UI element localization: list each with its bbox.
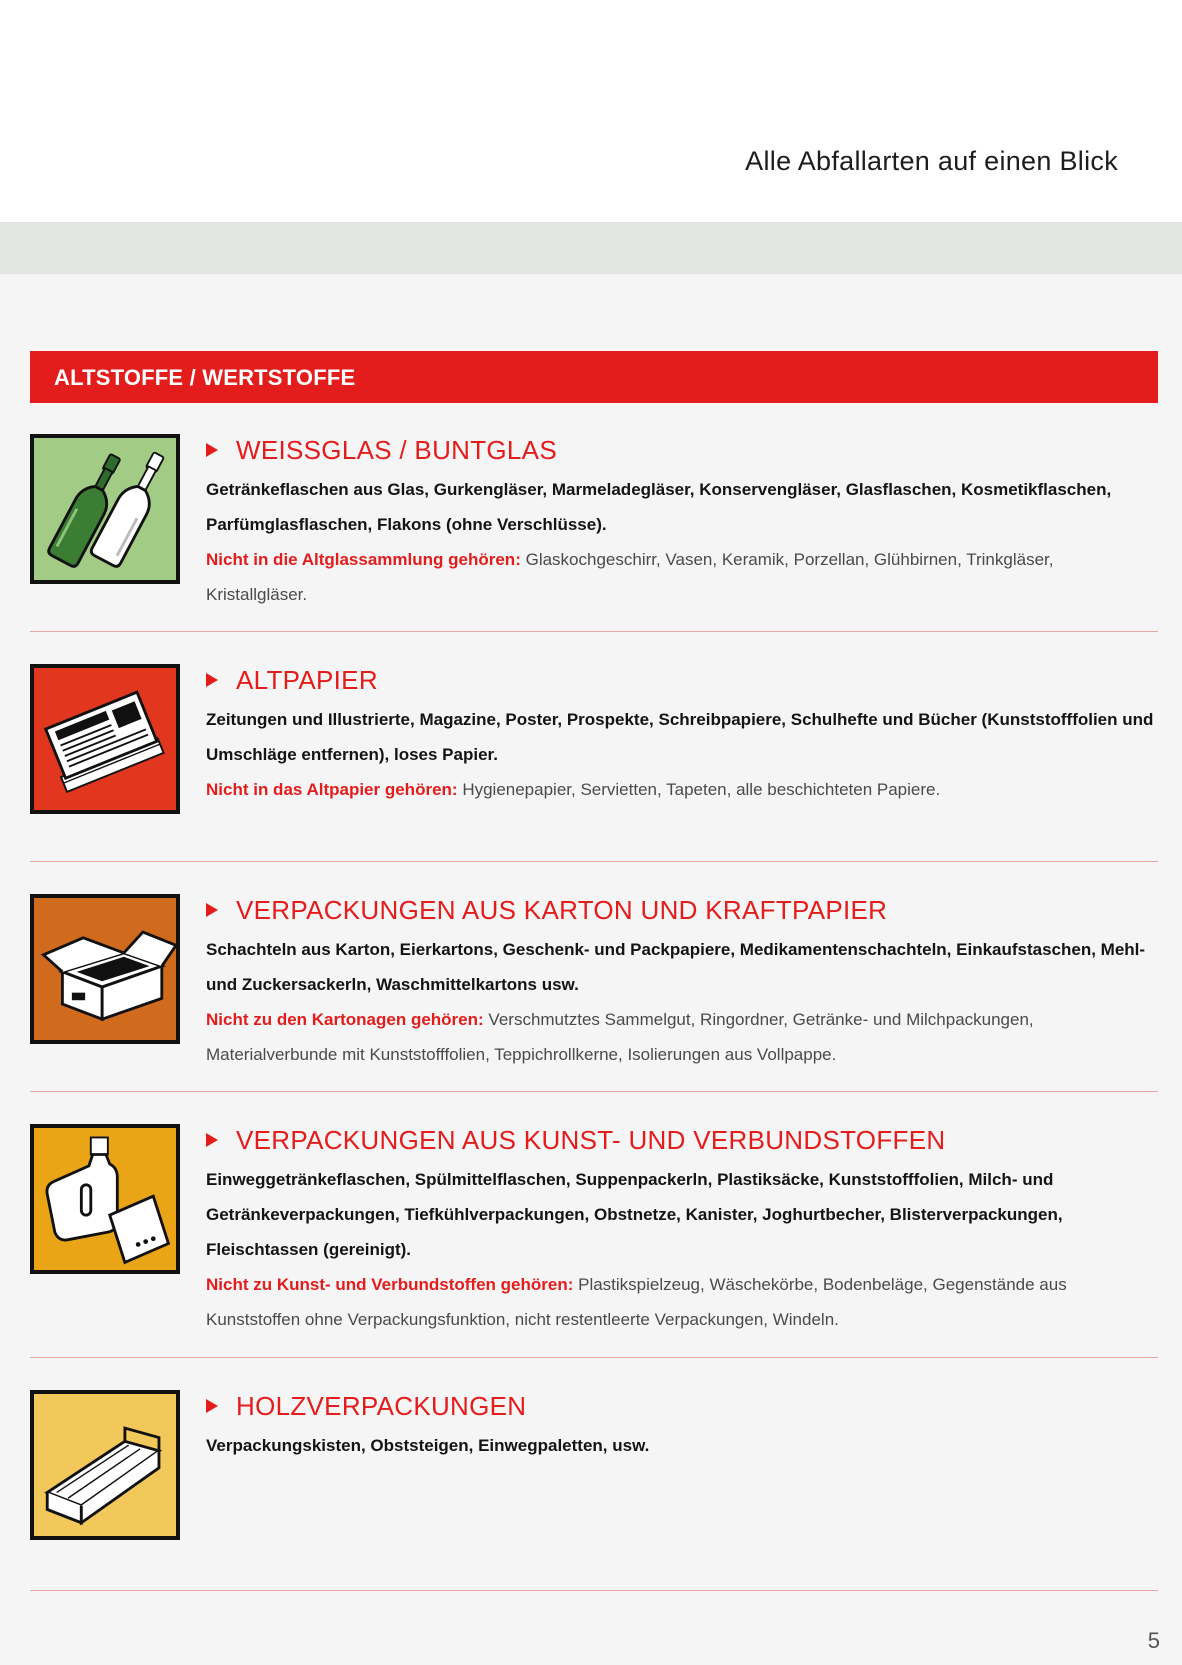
arrow-right-icon — [206, 443, 218, 457]
section-body — [206, 1428, 1156, 1463]
not-allowed-text: Glaskochgeschirr, Vasen, Keramik, Porzellan, Glühbirnen, Trinkgläser, Kristallgläser. — [206, 550, 1054, 604]
section-heading — [206, 1124, 1156, 1158]
section-body — [206, 702, 1156, 807]
glass-bottles-icon — [30, 434, 180, 584]
section-title: VERPACKUNGEN AUS KARTON UND KRAFTPAPIER — [236, 895, 888, 925]
section-content — [206, 1390, 1156, 1463]
not-allowed-text: Plastikspielzeug, Wäschekörbe, Bodenbeläge, Gegenstände aus Kunststoffen ohne Verpackungsfunktion, nicht restentleerte Verpackungen, Windeln. — [206, 1275, 1067, 1329]
section-title: VERPACKUNGEN AUS KUNST- UND VERBUNDSTOFFEN — [236, 1125, 946, 1155]
category-title: ALTSTOFFE / WERTSTOFFE — [54, 365, 356, 390]
section-heading — [206, 1390, 1156, 1424]
arrow-right-icon — [206, 1399, 218, 1413]
section-title: WEISSGLAS / BUNTGLAS — [236, 435, 557, 465]
category-bar — [30, 351, 1158, 403]
page-number: 5 — [1147, 1628, 1160, 1653]
not-allowed-label: Nicht zu Kunst- und Verbundstoffen gehören: — [206, 1275, 574, 1294]
not-allowed-label: Nicht in das Altpapier gehören: — [206, 780, 458, 799]
section-description: Zeitungen und Illustrierte, Magazine, Poster, Prospekte, Schreibpapiere, Schulhefte und Bücher (Kunststofffolien und Umschläge entfernen), loses Papier. — [206, 710, 1154, 764]
not-allowed-label: Nicht in die Altglassammlung gehören: — [206, 550, 521, 569]
section-body — [206, 472, 1156, 612]
section-description: Verpackungskisten, Obststeigen, Einwegpaletten, usw. — [206, 1436, 650, 1455]
section-description: Einweggetränkeflaschen, Spülmittelflaschen, Suppenpackerln, Plastiksäcke, Kunststofffolien, Milch- und Getränkeverpackungen, Tiefkühlverpackungen, Obstnetze, Kanister, Joghurtbecher, Blisterverpackungen, Fleischtassen (gereinigt). — [206, 1170, 1063, 1259]
section-divider — [30, 1091, 1158, 1092]
cardboard-box-icon — [30, 894, 180, 1044]
section-divider — [30, 1590, 1158, 1591]
page-header-area — [0, 0, 1182, 222]
section-title: ALTPAPIER — [236, 665, 378, 695]
section-content — [206, 664, 1156, 807]
section-heading — [206, 434, 1156, 468]
section-description: Schachteln aus Karton, Eierkartons, Geschenk- und Packpapiere, Medikamentenschachteln, Einkaufstaschen, Mehl- und Zuckersackerln, Waschmittelkartons usw. — [206, 940, 1146, 994]
section-heading — [206, 664, 1156, 698]
section-body — [206, 932, 1156, 1072]
grey-band — [0, 222, 1182, 274]
not-allowed-text: Hygienepapier, Servietten, Tapeten, alle beschichteten Papiere. — [462, 780, 941, 799]
section-description: Getränkeflaschen aus Glas, Gurkengläser, Marmeladegläser, Konservengläser, Glasflaschen, Kosmetikflaschen, Parfümglasflaschen, Flakons (ohne Verschlüsse). — [206, 480, 1112, 534]
not-allowed-label: Nicht zu den Kartonagen gehören: — [206, 1010, 484, 1029]
section-title: HOLZVERPACKUNGEN — [236, 1391, 527, 1421]
section-content — [206, 1124, 1156, 1337]
wooden-crate-icon — [30, 1390, 180, 1540]
section-content — [206, 894, 1156, 1072]
section-content — [206, 434, 1156, 612]
newspaper-icon — [30, 664, 180, 814]
section-divider — [30, 861, 1158, 862]
arrow-right-icon — [206, 673, 218, 687]
section-divider — [30, 1357, 1158, 1358]
section-heading — [206, 894, 1156, 928]
section-divider — [30, 631, 1158, 632]
page-title: Alle Abfallarten auf einen Blick — [745, 146, 1118, 176]
section-body — [206, 1162, 1156, 1337]
arrow-right-icon — [206, 1133, 218, 1147]
not-allowed-text: Verschmutztes Sammelgut, Ringordner, Getränke- und Milchpackungen, Materialverbunde mit Kunststofffolien, Teppichrollkerne, Isolierungen aus Vollpappe. — [206, 1010, 1034, 1064]
arrow-right-icon — [206, 903, 218, 917]
plastic-packaging-icon — [30, 1124, 180, 1274]
